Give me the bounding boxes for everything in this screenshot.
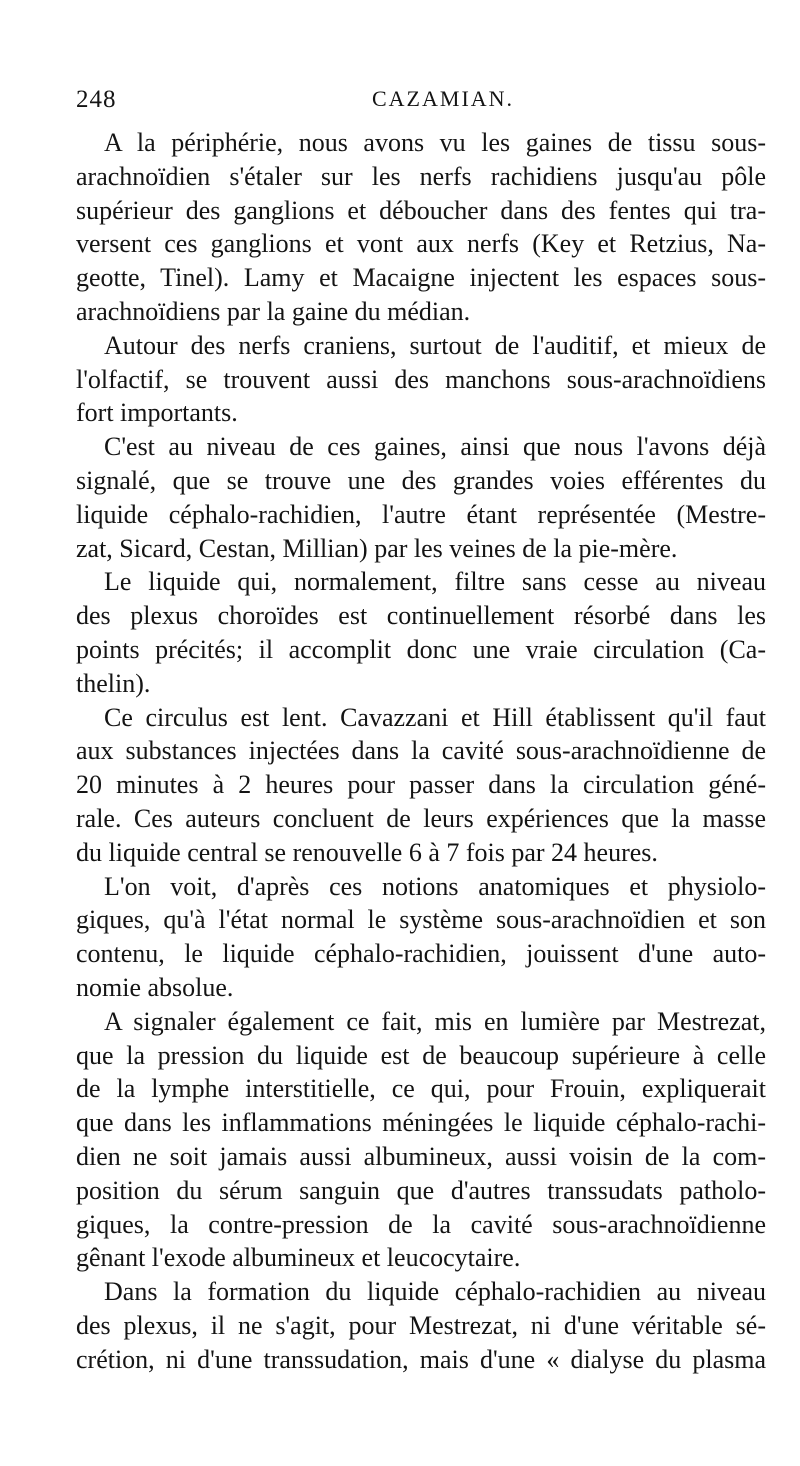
- body-text: [76, 126, 766, 1376]
- running-head: [76, 86, 766, 120]
- text-line: points précités; il accomplit donc une vraie circulation (Ca-: [76, 634, 766, 664]
- text-line: thelin).: [76, 668, 151, 698]
- text-line: liquide céphalo-rachidien, l'autre étant représentée (Mestre-: [76, 499, 766, 529]
- text-line: l'olfactif, se trouvent aussi des manchons sous-arachnoïdiens: [76, 364, 766, 394]
- text-line: C'est au niveau de ces gaines, ainsi que nous l'avons déjà: [104, 432, 766, 462]
- text-line: contenu, le liquide céphalo-rachidien, jouissent d'une auto-: [76, 939, 766, 969]
- text-line: versent ces ganglions et vont aux nerfs (Key et Retzius, Na-: [76, 229, 766, 259]
- text-line: giques, qu'à l'état normal le système sous-arachnoïdien et son: [76, 905, 766, 935]
- text-line: A signaler également ce fait, mis en lumière par Mestrezat,: [104, 1006, 766, 1036]
- text-line: Ce circulus est lent. Cavazzani et Hill établissent qu'il faut: [104, 702, 766, 732]
- text-line: arachnoïdiens par la gaine du médian.: [76, 296, 471, 326]
- text-line: rale. Ces auteurs concluent de leurs expériences que la masse: [76, 803, 766, 833]
- running-title: CAZAMIAN.: [372, 86, 515, 111]
- text-line: de la lymphe interstitielle, ce qui, pour Frouin, expliquerait: [76, 1074, 766, 1104]
- text-line: gênant l'exode albumineux et leucocytaire.: [76, 1243, 521, 1273]
- text-line: arachnoïdien s'étaler sur les nerfs rachidiens jusqu'au pôle: [76, 161, 766, 191]
- page-number: 248: [76, 86, 117, 113]
- text-line: Dans la formation du liquide céphalo-rachidien au niveau: [104, 1277, 766, 1307]
- paragraph: [76, 701, 766, 870]
- text-line: signalé, que se trouve une des grandes voies efférentes du: [76, 465, 766, 495]
- text-line: Le liquide qui, normalement, filtre sans cesse au niveau: [104, 567, 766, 597]
- text-line: des plexus, il ne s'agit, pour Mestrezat, ni d'une véritable sé-: [76, 1310, 766, 1340]
- text-line: zat, Sicard, Cestan, Millian) par les veines de la pie-mère.: [76, 533, 678, 563]
- paragraph: [76, 430, 766, 565]
- paragraph: [76, 870, 766, 1005]
- text-line: 20 minutes à 2 heures pour passer dans la circulation géné-: [76, 770, 766, 800]
- paragraph: [76, 329, 766, 430]
- text-line: position du sérum sanguin que d'autres transsudats patholo-: [76, 1175, 766, 1205]
- text-line: Autour des nerfs craniens, surtout de l'auditif, et mieux de: [104, 330, 766, 360]
- paragraph: [76, 1005, 766, 1275]
- paragraph: [76, 1275, 766, 1376]
- text-line: fort importants.: [76, 398, 238, 428]
- text-line: du liquide central se renouvelle 6 à 7 fois par 24 heures.: [76, 837, 658, 867]
- text-line: supérieur des ganglions et déboucher dans des fentes qui tra-: [76, 195, 766, 225]
- text-line: nomie absolue.: [76, 972, 234, 1002]
- paragraph: [76, 565, 766, 700]
- text-line: aux substances injectées dans la cavité sous-arachnoïdienne de: [76, 736, 766, 766]
- text-line: L'on voit, d'après ces notions anatomiques et physiolo-: [104, 871, 766, 901]
- text-line: crétion, ni d'une transsudation, mais d'une « dialyse du plasma: [76, 1344, 766, 1374]
- text-line: que la pression du liquide est de beaucoup supérieure à celle: [76, 1040, 766, 1070]
- text-line: que dans les inflammations méningées le liquide céphalo-rachi-: [76, 1108, 766, 1138]
- text-line: des plexus choroïdes est continuellement résorbé dans les: [76, 601, 766, 631]
- text-line: geotte, Tinel). Lamy et Macaigne injectent les espaces sous-: [76, 263, 766, 293]
- text-line: giques, la contre-pression de la cavité sous-arachnoïdienne: [76, 1209, 766, 1239]
- paragraph: [76, 126, 766, 329]
- text-line: dien ne soit jamais aussi albumineux, aussi voisin de la com-: [76, 1141, 766, 1171]
- text-line: A la périphérie, nous avons vu les gaines de tissu sous-: [104, 128, 766, 157]
